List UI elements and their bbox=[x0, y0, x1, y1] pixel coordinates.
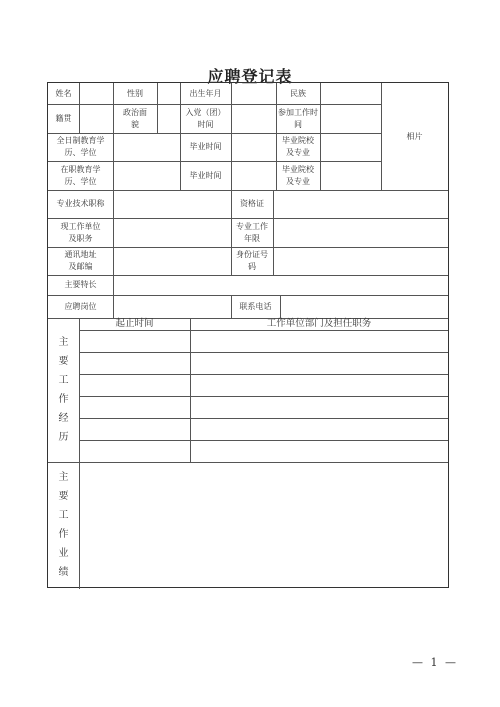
qualification-label: 资格证 bbox=[240, 199, 264, 208]
application-form bbox=[47, 82, 449, 588]
inservice-edu-label: 在职教育学历、学位 bbox=[60, 164, 101, 186]
fulltime-school-field[interactable] bbox=[320, 133, 381, 161]
gender-field[interactable] bbox=[157, 83, 180, 104]
history-period-cell[interactable] bbox=[79, 374, 190, 396]
work-history-label: 主 要 工 作 经 历 bbox=[58, 337, 69, 443]
ethnicity-label: 民族 bbox=[290, 88, 306, 98]
history-department-cell[interactable] bbox=[190, 352, 448, 374]
inservice-graduation-time-label: 毕业时间 bbox=[189, 170, 222, 180]
phone-field[interactable] bbox=[280, 295, 448, 318]
fulltime-school-label: 毕业院校及专业 bbox=[282, 136, 314, 157]
inservice-school-field[interactable] bbox=[320, 161, 381, 190]
native-place-field[interactable] bbox=[79, 104, 113, 133]
specialty-label: 主要特长 bbox=[64, 280, 97, 289]
ethnicity-field[interactable] bbox=[320, 83, 381, 104]
inservice-edu-field[interactable] bbox=[113, 161, 180, 190]
fulltime-graduation-time-label: 毕业时间 bbox=[189, 142, 222, 151]
birth-label: 出生年月 bbox=[189, 88, 222, 98]
current-employer-field[interactable] bbox=[113, 218, 231, 247]
history-department-cell[interactable] bbox=[190, 330, 448, 352]
history-period-cell[interactable] bbox=[79, 440, 190, 462]
professional-title-label: 专业技术职称 bbox=[56, 199, 105, 208]
history-period-cell[interactable] bbox=[79, 352, 190, 374]
history-department-cell[interactable] bbox=[190, 396, 448, 418]
photo-box[interactable]: 相片 bbox=[406, 131, 423, 141]
political-status-label: 政治面貌 bbox=[123, 107, 147, 129]
history-department-cell[interactable] bbox=[190, 374, 448, 396]
native-place-label: 籍贯 bbox=[55, 113, 72, 123]
professional-title-field[interactable] bbox=[113, 190, 231, 218]
work-start-field[interactable] bbox=[320, 104, 381, 133]
professional-years-field[interactable] bbox=[273, 218, 448, 247]
work-start-label: 参加工作时间 bbox=[278, 107, 318, 129]
name-field[interactable] bbox=[79, 83, 113, 104]
political-status-field[interactable] bbox=[157, 104, 180, 133]
page-number: — 1 — bbox=[412, 656, 458, 669]
current-employer-label: 现工作单位及职务 bbox=[60, 221, 101, 243]
position-label: 应聘岗位 bbox=[64, 301, 97, 311]
department-column-header: 工作单位部门及担任职务 bbox=[266, 318, 372, 329]
inservice-graduation-time-field[interactable] bbox=[231, 161, 276, 190]
work-achievements-label: 主 要 工 作 业 绩 bbox=[58, 471, 69, 578]
work-achievements-field[interactable] bbox=[79, 462, 448, 587]
name-label: 姓名 bbox=[55, 88, 72, 98]
party-date-field[interactable] bbox=[231, 104, 276, 133]
page-title: 应聘登记表 bbox=[207, 67, 293, 86]
history-period-cell[interactable] bbox=[79, 330, 190, 352]
professional-years-label: 专业工作年限 bbox=[236, 221, 268, 243]
address-field[interactable] bbox=[113, 247, 231, 275]
position-field[interactable] bbox=[113, 295, 231, 318]
birth-field[interactable] bbox=[231, 83, 276, 104]
fulltime-edu-label: 全日制教育学历、学位 bbox=[56, 136, 105, 157]
id-number-field[interactable] bbox=[273, 247, 448, 275]
inservice-school-label: 毕业院校及专业 bbox=[282, 164, 314, 186]
history-department-cell[interactable] bbox=[190, 418, 448, 440]
fulltime-graduation-time-field[interactable] bbox=[231, 133, 276, 161]
address-label: 通讯地址及邮编 bbox=[64, 250, 97, 271]
history-period-cell[interactable] bbox=[79, 418, 190, 440]
period-column-header: 起止时间 bbox=[115, 318, 154, 329]
qualification-field[interactable] bbox=[273, 190, 448, 218]
fulltime-edu-field[interactable] bbox=[113, 133, 180, 161]
history-period-cell[interactable] bbox=[79, 396, 190, 418]
phone-label: 联系电话 bbox=[239, 301, 272, 311]
id-number-label: 身份证号码 bbox=[236, 250, 268, 271]
specialty-field[interactable] bbox=[113, 275, 448, 295]
party-date-label: 入党（团）时间 bbox=[185, 107, 226, 129]
history-department-cell[interactable] bbox=[190, 440, 448, 462]
gender-label: 性别 bbox=[127, 88, 143, 98]
